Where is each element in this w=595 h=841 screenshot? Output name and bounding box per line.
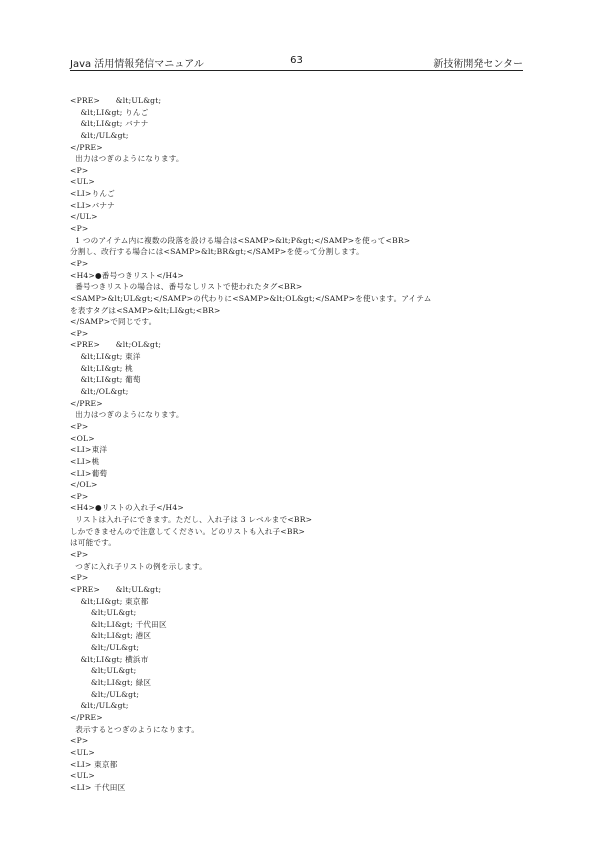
text-line: <P> [70,421,89,431]
page-number: 63 [290,55,303,66]
text-line: &lt;LI&gt; 緑区 [70,678,152,688]
text-line: </PRE> [70,398,103,408]
text-line: <P> [70,736,89,746]
text-line: を表すタグは<SAMP>&lt;LI&gt;<BR> [70,305,221,315]
text-line: <P> [70,258,89,268]
text-line: &lt;LI&gt; 東京都 [70,596,149,606]
text-line: <UL> [70,747,95,757]
text-line: &lt;UL&gt; [70,666,137,676]
text-line: 表示するとつぎのようになります。 [70,724,200,734]
text-line: &lt;/UL&gt; [70,130,129,140]
text-line: &lt;/OL&gt; [70,387,129,397]
text-line: &lt;LI&gt; 港区 [70,631,152,641]
text-line: <LI>葡萄 [70,468,108,478]
text-line: &lt;LI&gt; 東洋 [70,352,141,362]
text-line: &lt;LI&gt; 横浜市 [70,654,149,664]
text-line: <OL> [70,433,95,443]
text-line: &lt;LI&gt; 千代田区 [70,619,167,629]
text-line: <P> [70,224,89,234]
text-line: <UL> [70,771,95,781]
text-line: <LI> 千代田区 [70,782,126,792]
text-line: <LI>桃 [70,456,100,466]
text-line: &lt;/UL&gt; [70,643,140,653]
text-line: 分割し、改行する場合には<SAMP>&lt;BR&gt;</SAMP>を使って分割します。 [70,247,364,257]
header-rule [70,70,523,71]
text-line: &lt;/UL&gt; [70,701,129,711]
header-organization: 新技術開発センター [433,59,523,70]
text-line: &lt;/UL&gt; [70,689,140,699]
text-line: &lt;UL&gt; [70,608,137,618]
text-line: 番号つきリストの場合は、番号なしリストで使われたタグ<BR> [70,282,303,292]
text-line: &lt;LI&gt; 葡萄 [70,375,141,385]
text-line: <P> [70,165,89,175]
text-line: <P> [70,491,89,501]
text-line: </PRE> [70,712,103,722]
text-line: </UL> [70,212,98,222]
text-line: <LI>バナナ [70,200,115,210]
text-line: </SAMP>で同じです。 [70,317,157,327]
text-line: <PRE> &lt;UL&gt; [70,584,162,594]
text-line: &lt;LI&gt; りんご [70,107,149,117]
text-line: <PRE> &lt;OL&gt; [70,340,162,350]
text-line: &lt;LI&gt; 桃 [70,363,133,373]
text-line: は可能です。 [70,538,117,548]
text-line: <UL> [70,177,95,187]
text-line: リストは入れ子にできます。ただし、入れ子は 3 レベルまで<BR> [70,515,313,525]
text-line: </PRE> [70,142,103,152]
document-body [70,95,530,793]
text-line: <P> [70,328,89,338]
text-line: つぎに入れ子リストの例を示します。 [70,561,207,571]
text-line: </OL> [70,480,98,490]
text-line: &lt;LI&gt; バナナ [70,119,149,129]
text-line: <H4>●リストの入れ子</H4> [70,503,184,513]
text-line: <P> [70,549,89,559]
header-title: Java 活用情報発信マニュアル [70,59,204,70]
text-line: <LI>東洋 [70,445,108,455]
text-line: <SAMP>&lt;UL&gt;</SAMP>の代わりに<SAMP>&lt;OL&gt;</SAMP>を使います。アイテム [70,293,432,303]
text-line: <LI>りんご [70,189,115,199]
text-line: 出力はつぎのようになります。 [70,154,184,164]
text-line: <H4>●番号つきリスト</H4> [70,270,184,280]
text-line: <PRE> &lt;UL&gt; [70,96,162,105]
text-line: <LI> 東京都 [70,759,118,769]
text-line: <P> [70,573,89,583]
text-line: しかできませんので注意してください。どのリストも入れ子<BR> [70,526,306,536]
text-line: 1 つのアイテム内に複数の段落を設ける場合は<SAMP>&lt;P&gt;</SAMP>を使って<BR> [70,235,411,245]
page-header [70,55,523,69]
text-line: 出力はつぎのようになります。 [70,410,184,420]
